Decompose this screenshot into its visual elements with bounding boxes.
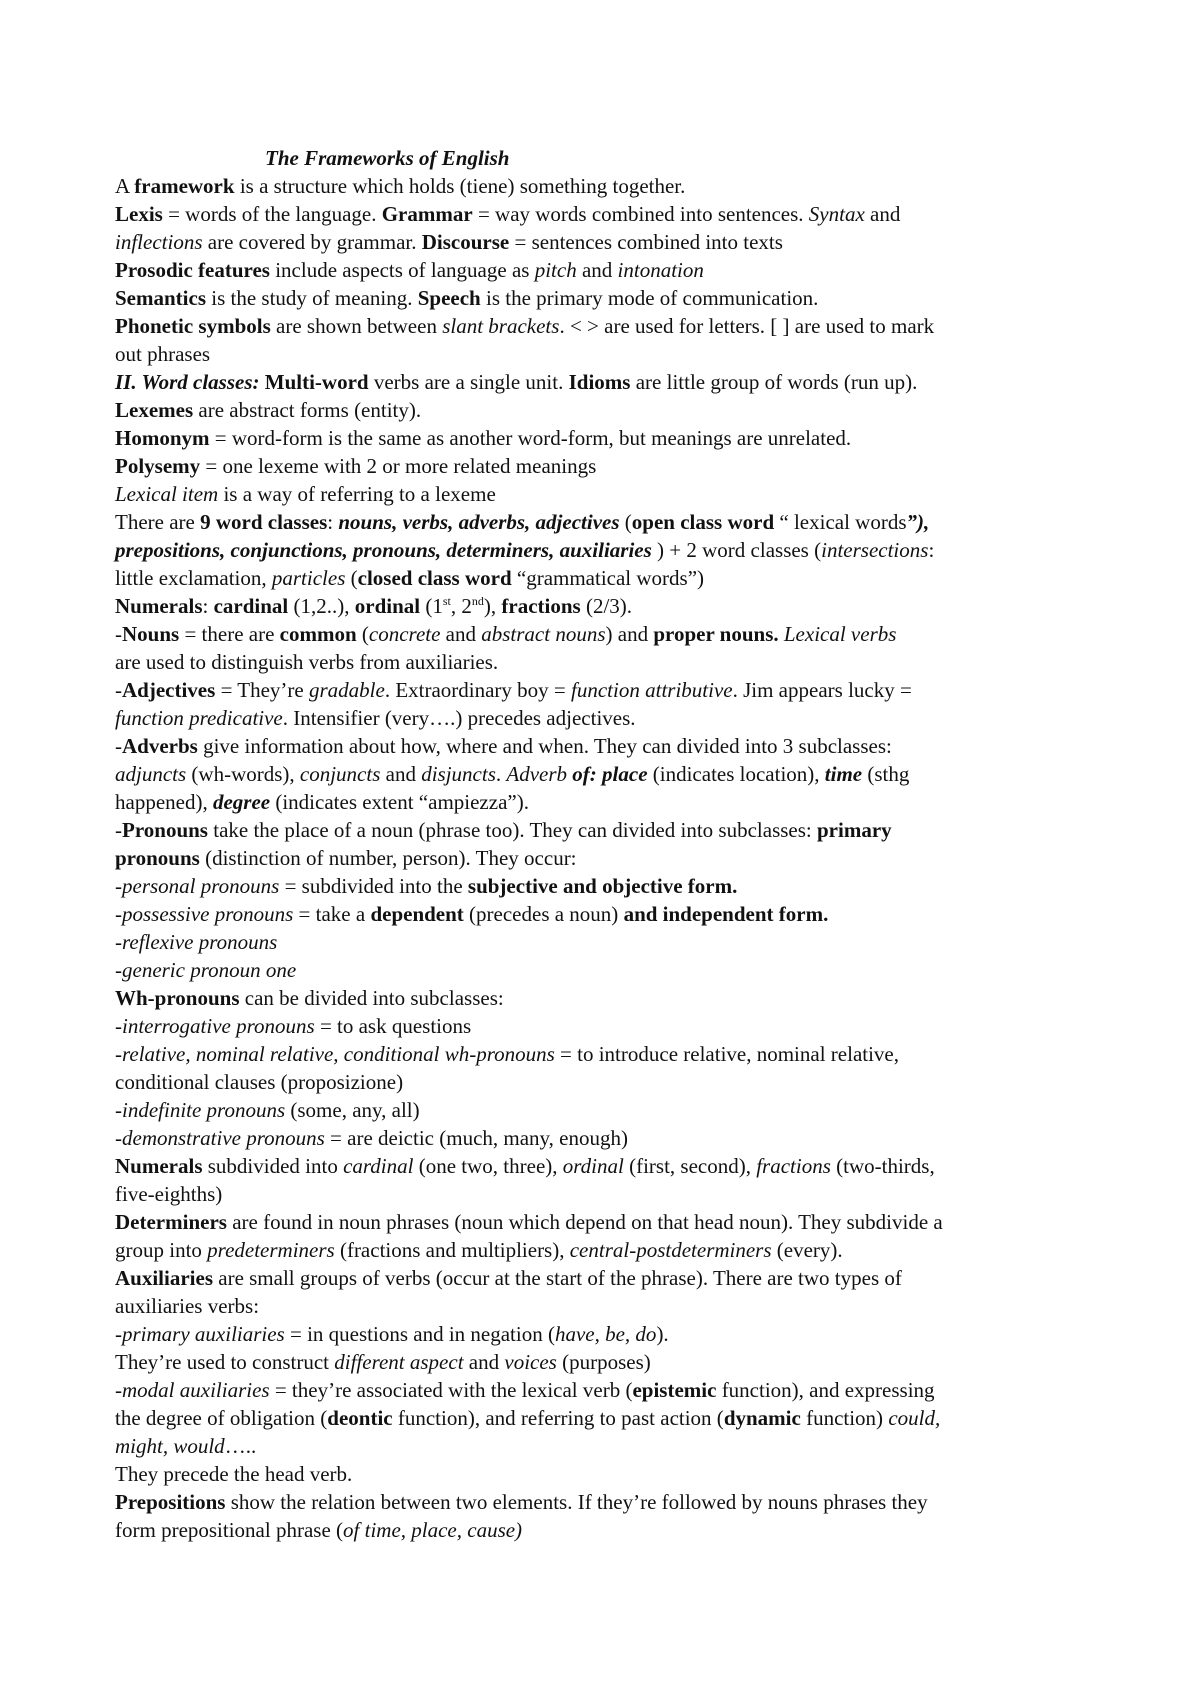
text-run: conditional clauses (proposizione): [115, 1070, 404, 1094]
text-run: (sthg: [862, 762, 910, 786]
text-run: Speech: [417, 286, 481, 310]
text-run: Nouns: [122, 622, 180, 646]
text-run: Homonym: [115, 426, 210, 450]
text-run: deontic: [327, 1406, 393, 1430]
text-line: [115, 1180, 1095, 1208]
text-run: Syntax: [808, 202, 865, 226]
text-line: [115, 1376, 1095, 1404]
text-line: [115, 452, 1095, 480]
text-run: Adverb: [506, 762, 568, 786]
text-run: of: place: [572, 762, 648, 786]
text-line: [115, 340, 1095, 368]
text-run: five-eighths): [115, 1182, 223, 1206]
text-run: (2/3).: [580, 594, 633, 618]
text-run: (every).: [771, 1238, 843, 1262]
text-run: different aspect: [334, 1350, 464, 1374]
text-run: framework: [134, 174, 235, 198]
text-run: is a way of referring to a lexeme: [218, 482, 496, 506]
text-run: and: [440, 622, 482, 646]
text-run: Multi-word: [264, 370, 369, 394]
text-run: Lexical verbs: [783, 622, 897, 646]
text-run: abstract nouns: [481, 622, 606, 646]
text-line: [115, 592, 1095, 620]
text-run: gradable: [308, 678, 385, 702]
text-run: = take a: [293, 902, 371, 926]
text-run: = sentences combined into texts: [509, 230, 783, 254]
text-run: (indicates extent “ampiezza”).: [270, 790, 529, 814]
text-line: [115, 816, 1095, 844]
text-line: [115, 424, 1095, 452]
text-line: [115, 1292, 1095, 1320]
document-body: [115, 144, 1095, 1544]
text-run: They precede the head verb.: [115, 1462, 353, 1486]
text-line: [115, 1460, 1095, 1488]
text-run: cardinal: [343, 1154, 414, 1178]
text-run: are covered by grammar.: [202, 230, 422, 254]
text-run: and independent form.: [623, 902, 829, 926]
text-run: ordinal: [354, 594, 421, 618]
text-run: = are deictic (much, many, enough): [324, 1126, 628, 1150]
text-run: -possessive pronouns: [115, 902, 294, 926]
text-run: (fractions and multipliers),: [334, 1238, 570, 1262]
text-run: show the relation between two elements. If they’re followed by nouns phrases they: [225, 1490, 928, 1514]
text-run: Numerals: [115, 1154, 203, 1178]
text-run: There are: [115, 510, 201, 534]
text-line: [115, 480, 1095, 508]
text-run: . < > are used for letters. [ ] are used to mark: [559, 314, 935, 338]
text-run: Numerals: [115, 594, 203, 618]
text-run: adjuncts: [115, 762, 187, 786]
text-line: [115, 396, 1095, 424]
text-run: :: [202, 594, 214, 618]
text-run: .: [495, 762, 507, 786]
text-run: predeterminers: [207, 1238, 335, 1262]
text-run: conjuncts: [299, 762, 381, 786]
text-line: [115, 648, 1095, 676]
text-run: nd: [471, 594, 484, 608]
text-run: -demonstrative pronouns: [115, 1126, 325, 1150]
text-run: -generic pronoun one: [115, 958, 297, 982]
text-run: :: [928, 538, 935, 562]
text-run: have, be, do: [554, 1322, 657, 1346]
text-run: Wh-pronouns: [115, 986, 240, 1010]
document-title: [115, 144, 1095, 172]
text-run: common: [279, 622, 357, 646]
text-run: -: [115, 818, 122, 842]
text-line: [115, 1404, 1095, 1432]
text-run: = words of the language.: [162, 202, 382, 226]
text-run: intonation: [617, 258, 704, 282]
text-run: (two-thirds,: [830, 1154, 935, 1178]
text-line: [115, 1236, 1095, 1264]
text-run: :: [327, 510, 339, 534]
text-run: ).: [656, 1322, 669, 1346]
text-run: and: [463, 1350, 505, 1374]
text-run: (distinction of number, person). They occur:: [199, 846, 577, 870]
text-run: -relative, nominal relative, conditional wh-pronouns: [115, 1042, 555, 1066]
text-run: little exclamation,: [115, 566, 272, 590]
text-run: = way words combined into sentences.: [472, 202, 809, 226]
text-line: [115, 900, 1095, 928]
text-run: function), and referring to past action (: [392, 1406, 724, 1430]
text-run: (indicates location),: [647, 762, 825, 786]
text-run: = one lexeme with 2 or more related meanings: [200, 454, 597, 478]
text-line: [115, 228, 1095, 256]
text-run: st: [442, 594, 451, 608]
text-run: The Frameworks of English: [265, 146, 510, 170]
text-run: -interrogative pronouns: [115, 1014, 315, 1038]
text-run: the degree of obligation (: [115, 1406, 328, 1430]
text-run: Adjectives: [122, 678, 216, 702]
text-run: Grammar: [381, 202, 473, 226]
text-run: function attributive: [571, 678, 733, 702]
text-line: [115, 1040, 1095, 1068]
text-line: [115, 1320, 1095, 1348]
text-run: -: [115, 678, 122, 702]
text-run: -: [115, 622, 122, 646]
text-run: fractions: [756, 1154, 831, 1178]
text-run: nouns, verbs, adverbs, adjectives: [338, 510, 620, 534]
text-run: -indefinite pronouns: [115, 1098, 286, 1122]
text-run: closed class word: [357, 566, 512, 590]
text-run: is the study of meaning.: [206, 286, 418, 310]
text-line: [115, 1096, 1095, 1124]
text-line: [115, 1124, 1095, 1152]
text-run: pronouns: [115, 846, 200, 870]
text-run: are little group of words (run up).: [630, 370, 918, 394]
text-run: -primary auxiliaries: [115, 1322, 285, 1346]
text-run: might, would: [115, 1434, 225, 1458]
text-line: [115, 564, 1095, 592]
text-run: (: [345, 566, 358, 590]
text-line: [115, 1516, 1095, 1544]
text-run: 9 word classes: [200, 510, 328, 534]
text-run: intersections: [821, 538, 929, 562]
text-run: give information about how, where and when. They can divided into 3 subclasses:: [197, 734, 892, 758]
text-line: [115, 732, 1095, 760]
text-line: [115, 844, 1095, 872]
text-run: (: [623, 1154, 637, 1178]
text-run: degree: [212, 790, 271, 814]
text-run: (: [356, 622, 369, 646]
text-run: and: [864, 202, 901, 226]
text-line: [115, 704, 1095, 732]
text-run: -personal pronouns: [115, 874, 280, 898]
text-run: out phrases: [115, 342, 211, 366]
text-run: Polysemy: [115, 454, 201, 478]
text-line: [115, 200, 1095, 228]
text-run: epistemic: [632, 1378, 717, 1402]
text-line: [115, 928, 1095, 956]
text-line: [115, 1012, 1095, 1040]
text-run: = to ask questions: [314, 1014, 472, 1038]
text-run: cardinal: [213, 594, 289, 618]
text-run: Lexical item: [115, 482, 219, 506]
text-run: (: [619, 510, 632, 534]
text-run: . Extraordinary boy =: [384, 678, 572, 702]
text-run: (1,2..),: [288, 594, 355, 618]
text-run: auxiliaries verbs:: [115, 1294, 260, 1318]
text-run: Lexis: [115, 202, 163, 226]
text-run: are found in noun phrases (noun which depend on that head noun). They subdivide a: [226, 1210, 943, 1234]
text-run: pitch: [534, 258, 577, 282]
text-line: [115, 1152, 1095, 1180]
text-line: [115, 956, 1095, 984]
text-run: inflections: [115, 230, 203, 254]
text-run: = word-form is the same as another word-form, but meanings are unrelated.: [209, 426, 852, 450]
text-run: (one two, three),: [413, 1154, 563, 1178]
text-line: [115, 760, 1095, 788]
text-run: could,: [888, 1406, 941, 1430]
text-run: particles: [271, 566, 346, 590]
text-run: are small groups of verbs (occur at the start of the phrase). There are two types of: [213, 1266, 902, 1290]
text-run: are abstract forms (entity).: [193, 398, 422, 422]
text-run: can be divided into subclasses:: [239, 986, 504, 1010]
text-run: fractions: [501, 594, 581, 618]
text-run: Pronouns: [122, 818, 208, 842]
text-run: and: [576, 258, 618, 282]
text-line: [115, 1488, 1095, 1516]
text-run: disjuncts: [421, 762, 496, 786]
text-run: Auxiliaries: [115, 1266, 213, 1290]
text-run: ) and: [605, 622, 654, 646]
text-run: and: [380, 762, 422, 786]
text-run: A: [115, 174, 135, 198]
text-run: II. Word classes:: [115, 370, 260, 394]
text-line: [115, 620, 1095, 648]
text-run: (purposes): [556, 1350, 651, 1374]
text-run: is a structure which holds (tiene) something together.: [234, 174, 686, 198]
text-run: time: [824, 762, 863, 786]
text-run: Idioms: [568, 370, 631, 394]
text-run: open class word: [631, 510, 775, 534]
text-run: dependent: [370, 902, 464, 926]
text-run: (1: [420, 594, 443, 618]
text-run: = to introduce relative, nominal relative,: [554, 1042, 900, 1066]
text-line: [115, 1068, 1095, 1096]
text-run: dynamic: [723, 1406, 801, 1430]
text-run: , 2: [450, 594, 472, 618]
text-run: prepositions, conjunctions, pronouns, determiners, auxiliaries: [115, 538, 652, 562]
text-run: They’re used to construct: [115, 1350, 335, 1374]
text-run: ) + 2 word classes (: [651, 538, 822, 562]
text-line: [115, 1432, 1095, 1460]
text-run: voices: [504, 1350, 557, 1374]
text-run: “grammatical words”): [511, 566, 705, 590]
text-line: [115, 788, 1095, 816]
text-run: ordinal: [562, 1154, 624, 1178]
text-run: Determiners: [115, 1210, 227, 1234]
text-run: ),: [483, 594, 502, 618]
text-run: -reflexive pronouns: [115, 930, 278, 954]
text-run: Discourse: [421, 230, 510, 254]
text-run: first, second),: [636, 1154, 757, 1178]
text-run: verbs are a single unit.: [368, 370, 569, 394]
text-run: Prepositions: [115, 1490, 226, 1514]
text-run: “ lexical words: [774, 510, 907, 534]
text-run: ”),: [906, 510, 930, 534]
text-run: are used to distinguish verbs from auxiliaries.: [115, 650, 499, 674]
text-run: concrete: [368, 622, 441, 646]
text-run: group into: [115, 1238, 208, 1262]
text-line: [115, 312, 1095, 340]
text-line: [115, 1348, 1095, 1376]
text-run: …..: [224, 1434, 257, 1458]
text-line: [115, 676, 1095, 704]
text-run: Semantics: [115, 286, 206, 310]
text-run: -modal auxiliaries: [115, 1378, 270, 1402]
text-run: = they’re associated with the lexical verb (: [269, 1378, 633, 1402]
text-run: = subdivided into the: [279, 874, 468, 898]
text-run: (some, any, all): [285, 1098, 420, 1122]
text-run: function), and expressing: [716, 1378, 935, 1402]
text-run: Prosodic features: [115, 258, 270, 282]
text-line: [115, 284, 1095, 312]
text-run: is the primary mode of communication.: [480, 286, 819, 310]
text-run: = in questions and in negation (: [284, 1322, 555, 1346]
text-line: [115, 872, 1095, 900]
text-run: = They’re: [215, 678, 309, 702]
text-run: -: [115, 734, 122, 758]
text-run: are shown between: [270, 314, 443, 338]
text-run: take the place of a noun (phrase too). They can divided into subclasses:: [207, 818, 817, 842]
text-run: subjective and objective form.: [467, 874, 738, 898]
text-line: [115, 508, 1095, 536]
text-run: subdivided into: [202, 1154, 344, 1178]
text-run: proper nouns.: [653, 622, 779, 646]
text-run: . Jim appears lucky =: [732, 678, 912, 702]
text-line: [115, 1208, 1095, 1236]
text-line: [115, 984, 1095, 1012]
text-run: Phonetic symbols: [115, 314, 271, 338]
text-run: . Intensifier (very….) precedes adjectives.: [282, 706, 636, 730]
text-run: = there are: [179, 622, 280, 646]
text-run: happened),: [115, 790, 213, 814]
text-line: [115, 368, 1095, 396]
text-line: [115, 536, 1095, 564]
text-run: function): [800, 1406, 889, 1430]
text-run: primary: [817, 818, 892, 842]
text-run: slant brackets: [442, 314, 560, 338]
text-line: [115, 172, 1095, 200]
text-run: (wh-words),: [186, 762, 300, 786]
text-run: include aspects of language as: [269, 258, 535, 282]
text-run: central-postdeterminers: [569, 1238, 772, 1262]
text-run: form prepositional phrase (: [115, 1518, 344, 1542]
text-run: Adverbs: [122, 734, 198, 758]
text-run: (precedes a noun): [463, 902, 624, 926]
text-line: [115, 1264, 1095, 1292]
text-run: function predicative: [115, 706, 283, 730]
text-run: of time, place, cause): [343, 1518, 523, 1542]
text-run: Lexemes: [115, 398, 194, 422]
text-line: [115, 256, 1095, 284]
